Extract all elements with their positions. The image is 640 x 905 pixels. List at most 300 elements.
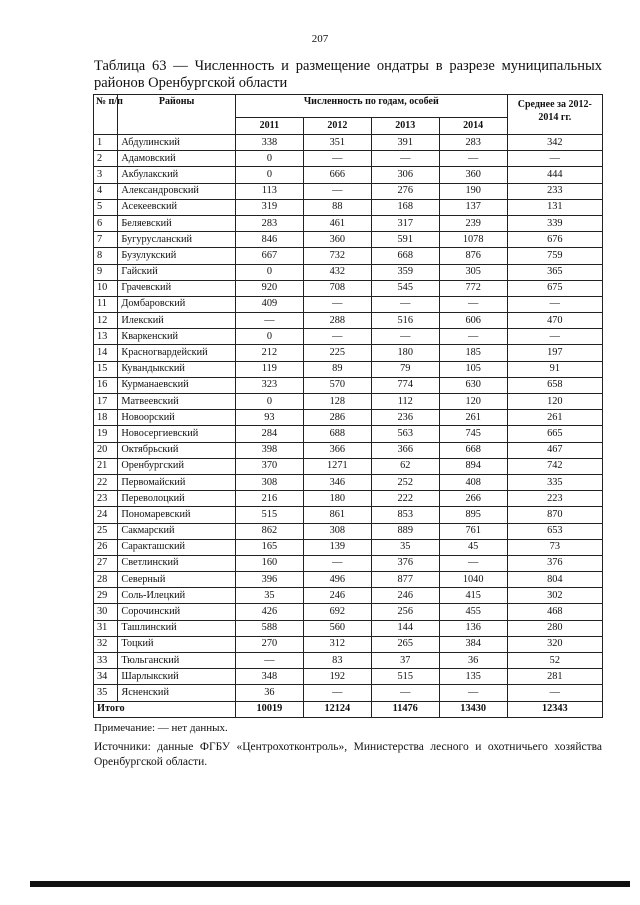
average-value: 342	[507, 135, 602, 151]
year-value: 283	[439, 135, 507, 151]
year-value: 284	[235, 426, 303, 442]
average-value: 335	[507, 474, 602, 490]
year-value: —	[303, 555, 371, 571]
average-value: 91	[507, 361, 602, 377]
year-value: 391	[371, 135, 439, 151]
average-value: 120	[507, 394, 602, 410]
page-number: 207	[311, 33, 329, 45]
table-row	[94, 394, 603, 410]
year-value: 515	[371, 669, 439, 685]
average-value: 804	[507, 572, 602, 588]
year-value: 606	[439, 313, 507, 329]
average-value: 281	[507, 669, 602, 685]
average-value: 870	[507, 507, 602, 523]
table-row	[94, 474, 603, 490]
average-value: 73	[507, 539, 602, 555]
row-number: 17	[94, 394, 118, 410]
year-value: 317	[371, 215, 439, 231]
year-value: 570	[303, 377, 371, 393]
year-value: —	[303, 183, 371, 199]
year-value: 265	[371, 636, 439, 652]
year-value: 688	[303, 426, 371, 442]
year-value: 112	[371, 394, 439, 410]
year-value: 79	[371, 361, 439, 377]
year-value: 853	[371, 507, 439, 523]
year-value: 312	[303, 636, 371, 652]
bottom-rule	[30, 881, 630, 887]
year-value: 222	[371, 491, 439, 507]
year-value: 144	[371, 620, 439, 636]
table-row	[94, 151, 603, 167]
year-value: —	[235, 653, 303, 669]
year-value: 630	[439, 377, 507, 393]
average-value: 470	[507, 313, 602, 329]
year-value: 236	[371, 410, 439, 426]
table-row	[94, 410, 603, 426]
district-name: Красногвардейский	[118, 345, 236, 361]
table-sources: Источники: данные ФГБУ «Центрохотконтроль», Министерства лесного и охотничьего хозяйства Оренбургской области.	[94, 741, 602, 768]
row-number: 10	[94, 280, 118, 296]
year-value: 348	[235, 669, 303, 685]
row-number: 29	[94, 588, 118, 604]
year-value: 119	[235, 361, 303, 377]
year-value: 180	[371, 345, 439, 361]
year-value: 0	[235, 264, 303, 280]
total-row	[94, 701, 603, 717]
row-number: 25	[94, 523, 118, 539]
year-value: 160	[235, 555, 303, 571]
year-value: 35	[371, 539, 439, 555]
year-value: 62	[371, 458, 439, 474]
year-value: 516	[371, 313, 439, 329]
row-number: 24	[94, 507, 118, 523]
year-value: 591	[371, 232, 439, 248]
year-value: 588	[235, 620, 303, 636]
table-row	[94, 669, 603, 685]
year-value: 359	[371, 264, 439, 280]
year-value: 515	[235, 507, 303, 523]
table-body	[94, 135, 603, 718]
year-value: 1040	[439, 572, 507, 588]
year-value: 692	[303, 604, 371, 620]
year-value: 351	[303, 135, 371, 151]
year-value: 246	[303, 588, 371, 604]
year-value: 283	[235, 215, 303, 231]
year-value: 216	[235, 491, 303, 507]
year-value: —	[371, 685, 439, 701]
year-value: 1078	[439, 232, 507, 248]
year-value: 774	[371, 377, 439, 393]
year-value: 0	[235, 329, 303, 345]
year-value: 732	[303, 248, 371, 264]
average-value: 468	[507, 604, 602, 620]
year-value: 708	[303, 280, 371, 296]
row-number: 7	[94, 232, 118, 248]
table-row	[94, 215, 603, 231]
year-value: 305	[439, 264, 507, 280]
district-name: Тоцкий	[118, 636, 236, 652]
year-value: 408	[439, 474, 507, 490]
year-value: 360	[303, 232, 371, 248]
year-value: 761	[439, 523, 507, 539]
row-number: 35	[94, 685, 118, 701]
average-value: 675	[507, 280, 602, 296]
district-name: Грачевский	[118, 280, 236, 296]
header-district: Районы	[118, 95, 236, 135]
year-value: 135	[439, 669, 507, 685]
row-number: 33	[94, 653, 118, 669]
average-value: 665	[507, 426, 602, 442]
year-value: 35	[235, 588, 303, 604]
row-number: 12	[94, 313, 118, 329]
total-label: Итого	[94, 701, 236, 717]
row-number: 9	[94, 264, 118, 280]
table-row	[94, 458, 603, 474]
total-year-value: 12124	[303, 701, 371, 717]
year-value: 180	[303, 491, 371, 507]
year-value: 545	[371, 280, 439, 296]
row-number: 19	[94, 426, 118, 442]
district-name: Оренбургский	[118, 458, 236, 474]
row-number: 34	[94, 669, 118, 685]
year-value: 308	[303, 523, 371, 539]
average-value: —	[507, 296, 602, 312]
row-number: 13	[94, 329, 118, 345]
year-value: 920	[235, 280, 303, 296]
row-number: 11	[94, 296, 118, 312]
year-value: 1271	[303, 458, 371, 474]
year-value: 563	[371, 426, 439, 442]
average-value: 376	[507, 555, 602, 571]
year-value: —	[235, 313, 303, 329]
district-name: Светлинский	[118, 555, 236, 571]
year-value: 0	[235, 167, 303, 183]
row-number: 22	[94, 474, 118, 490]
year-value: 212	[235, 345, 303, 361]
table-row	[94, 604, 603, 620]
average-value: 676	[507, 232, 602, 248]
year-value: 745	[439, 426, 507, 442]
total-average-value: 12343	[507, 701, 602, 717]
table-row	[94, 377, 603, 393]
row-number: 20	[94, 442, 118, 458]
year-value: 136	[439, 620, 507, 636]
year-value: 861	[303, 507, 371, 523]
header-count-group: Численность по годам, особей	[235, 95, 507, 118]
table-row	[94, 555, 603, 571]
header-year: 2011	[235, 118, 303, 135]
table-row	[94, 442, 603, 458]
table-row	[94, 329, 603, 345]
year-value: —	[303, 685, 371, 701]
year-value: —	[371, 329, 439, 345]
year-value: —	[303, 296, 371, 312]
year-value: 308	[235, 474, 303, 490]
average-value: 280	[507, 620, 602, 636]
row-number: 3	[94, 167, 118, 183]
row-number: 5	[94, 199, 118, 215]
average-value: 653	[507, 523, 602, 539]
header-num: № п/п	[94, 95, 118, 135]
year-value: 120	[439, 394, 507, 410]
row-number: 23	[94, 491, 118, 507]
district-name: Тюльганский	[118, 653, 236, 669]
year-value: 190	[439, 183, 507, 199]
year-value: 246	[371, 588, 439, 604]
table-row	[94, 296, 603, 312]
year-value: 889	[371, 523, 439, 539]
row-number: 28	[94, 572, 118, 588]
average-value: 261	[507, 410, 602, 426]
average-value: —	[507, 329, 602, 345]
table-row	[94, 523, 603, 539]
year-value: 185	[439, 345, 507, 361]
year-value: 0	[235, 151, 303, 167]
year-value: 376	[371, 555, 439, 571]
year-value: 668	[439, 442, 507, 458]
district-name: Гайский	[118, 264, 236, 280]
table-caption: Таблица 63 — Численность и размещение ондатры в разрезе муниципальных районов Оренбургской области	[94, 58, 602, 91]
table-row	[94, 248, 603, 264]
row-number: 21	[94, 458, 118, 474]
year-value: 846	[235, 232, 303, 248]
year-value: 192	[303, 669, 371, 685]
year-value: 666	[303, 167, 371, 183]
year-value: —	[439, 555, 507, 571]
table-row	[94, 636, 603, 652]
year-value: 894	[439, 458, 507, 474]
year-value: 165	[235, 539, 303, 555]
year-value: 168	[371, 199, 439, 215]
district-name: Ясненский	[118, 685, 236, 701]
header-year: 2014	[439, 118, 507, 135]
row-number: 4	[94, 183, 118, 199]
year-value: 409	[235, 296, 303, 312]
row-number: 6	[94, 215, 118, 231]
year-value: 36	[439, 653, 507, 669]
year-value: 496	[303, 572, 371, 588]
year-value: 37	[371, 653, 439, 669]
year-value: 323	[235, 377, 303, 393]
year-value: 288	[303, 313, 371, 329]
year-value: —	[371, 296, 439, 312]
year-value: —	[303, 151, 371, 167]
year-value: 366	[303, 442, 371, 458]
district-name: Асекеевский	[118, 199, 236, 215]
year-value: 895	[439, 507, 507, 523]
table-row	[94, 491, 603, 507]
average-value: 444	[507, 167, 602, 183]
year-value: 93	[235, 410, 303, 426]
year-value: 667	[235, 248, 303, 264]
year-value: 877	[371, 572, 439, 588]
district-name: Акбулакский	[118, 167, 236, 183]
year-value: 560	[303, 620, 371, 636]
district-name: Новосергиевский	[118, 426, 236, 442]
year-value: 225	[303, 345, 371, 361]
year-value: 668	[371, 248, 439, 264]
district-name: Кваркенский	[118, 329, 236, 345]
district-name: Бугурусланский	[118, 232, 236, 248]
row-number: 14	[94, 345, 118, 361]
row-number: 32	[94, 636, 118, 652]
year-value: 276	[371, 183, 439, 199]
table-row	[94, 685, 603, 701]
row-number: 27	[94, 555, 118, 571]
total-year-value: 10019	[235, 701, 303, 717]
muskrat-population-table	[93, 94, 603, 718]
district-name: Сорочинский	[118, 604, 236, 620]
year-value: 286	[303, 410, 371, 426]
year-value: 415	[439, 588, 507, 604]
district-name: Сакмарский	[118, 523, 236, 539]
table-row	[94, 653, 603, 669]
district-name: Александровский	[118, 183, 236, 199]
year-value: 876	[439, 248, 507, 264]
data-table-container	[93, 94, 603, 718]
year-value: 252	[371, 474, 439, 490]
table-note: Примечание: — нет данных.	[94, 722, 228, 734]
year-value: —	[371, 151, 439, 167]
district-name: Матвеевский	[118, 394, 236, 410]
table-row	[94, 345, 603, 361]
average-value: 759	[507, 248, 602, 264]
district-name: Курманаевский	[118, 377, 236, 393]
district-name: Адамовский	[118, 151, 236, 167]
average-value: 742	[507, 458, 602, 474]
year-value: 89	[303, 361, 371, 377]
row-number: 8	[94, 248, 118, 264]
table-row	[94, 361, 603, 377]
total-year-value: 13430	[439, 701, 507, 717]
table-row	[94, 199, 603, 215]
year-value: 239	[439, 215, 507, 231]
row-number: 31	[94, 620, 118, 636]
year-value: 0	[235, 394, 303, 410]
district-name: Первомайский	[118, 474, 236, 490]
year-value: 45	[439, 539, 507, 555]
row-number: 15	[94, 361, 118, 377]
header-year: 2012	[303, 118, 371, 135]
year-value: 366	[371, 442, 439, 458]
average-value: 339	[507, 215, 602, 231]
average-value: —	[507, 685, 602, 701]
average-value: 467	[507, 442, 602, 458]
district-name: Ташлинский	[118, 620, 236, 636]
table-row	[94, 539, 603, 555]
year-value: 370	[235, 458, 303, 474]
year-value: 36	[235, 685, 303, 701]
row-number: 2	[94, 151, 118, 167]
district-name: Соль-Илецкий	[118, 588, 236, 604]
year-value: 772	[439, 280, 507, 296]
average-value: 302	[507, 588, 602, 604]
year-value: 88	[303, 199, 371, 215]
year-value: 319	[235, 199, 303, 215]
year-value: 261	[439, 410, 507, 426]
district-name: Северный	[118, 572, 236, 588]
year-value: 113	[235, 183, 303, 199]
district-name: Абдулинский	[118, 135, 236, 151]
year-value: 139	[303, 539, 371, 555]
average-value: 365	[507, 264, 602, 280]
row-number: 1	[94, 135, 118, 151]
average-value: —	[507, 151, 602, 167]
district-name: Новоорский	[118, 410, 236, 426]
row-number: 30	[94, 604, 118, 620]
table-row	[94, 507, 603, 523]
row-number: 26	[94, 539, 118, 555]
table-row	[94, 167, 603, 183]
table-row	[94, 588, 603, 604]
table-row	[94, 572, 603, 588]
average-value: 233	[507, 183, 602, 199]
average-value: 223	[507, 491, 602, 507]
year-value: 461	[303, 215, 371, 231]
year-value: 360	[439, 167, 507, 183]
district-name: Илекский	[118, 313, 236, 329]
table-row	[94, 232, 603, 248]
average-value: 197	[507, 345, 602, 361]
table-row	[94, 264, 603, 280]
year-value: 432	[303, 264, 371, 280]
district-name: Пономаревский	[118, 507, 236, 523]
year-value: 137	[439, 199, 507, 215]
year-value: 398	[235, 442, 303, 458]
table-row	[94, 426, 603, 442]
total-year-value: 11476	[371, 701, 439, 717]
table-row	[94, 183, 603, 199]
year-value: 862	[235, 523, 303, 539]
year-value: —	[439, 151, 507, 167]
row-number: 18	[94, 410, 118, 426]
year-value: 270	[235, 636, 303, 652]
average-value: 320	[507, 636, 602, 652]
year-value: 256	[371, 604, 439, 620]
year-value: —	[303, 329, 371, 345]
table-row	[94, 313, 603, 329]
average-value: 52	[507, 653, 602, 669]
district-name: Беляевский	[118, 215, 236, 231]
table-row	[94, 280, 603, 296]
year-value: 455	[439, 604, 507, 620]
row-number: 16	[94, 377, 118, 393]
district-name: Шарлыкский	[118, 669, 236, 685]
year-value: 338	[235, 135, 303, 151]
district-name: Бузулукский	[118, 248, 236, 264]
year-value: 426	[235, 604, 303, 620]
district-name: Переволоцкий	[118, 491, 236, 507]
year-value: 396	[235, 572, 303, 588]
table-row	[94, 135, 603, 151]
header-average: Среднее за 2012-2014 гг.	[507, 95, 602, 135]
average-value: 658	[507, 377, 602, 393]
district-name: Домбаровский	[118, 296, 236, 312]
year-value: —	[439, 296, 507, 312]
district-name: Октябрьский	[118, 442, 236, 458]
district-name: Саракташский	[118, 539, 236, 555]
year-value: 306	[371, 167, 439, 183]
year-value: 266	[439, 491, 507, 507]
year-value: 384	[439, 636, 507, 652]
year-value: 105	[439, 361, 507, 377]
year-value: 83	[303, 653, 371, 669]
year-value: 346	[303, 474, 371, 490]
year-value: —	[439, 329, 507, 345]
district-name: Кувандыкский	[118, 361, 236, 377]
year-value: 128	[303, 394, 371, 410]
table-row	[94, 620, 603, 636]
